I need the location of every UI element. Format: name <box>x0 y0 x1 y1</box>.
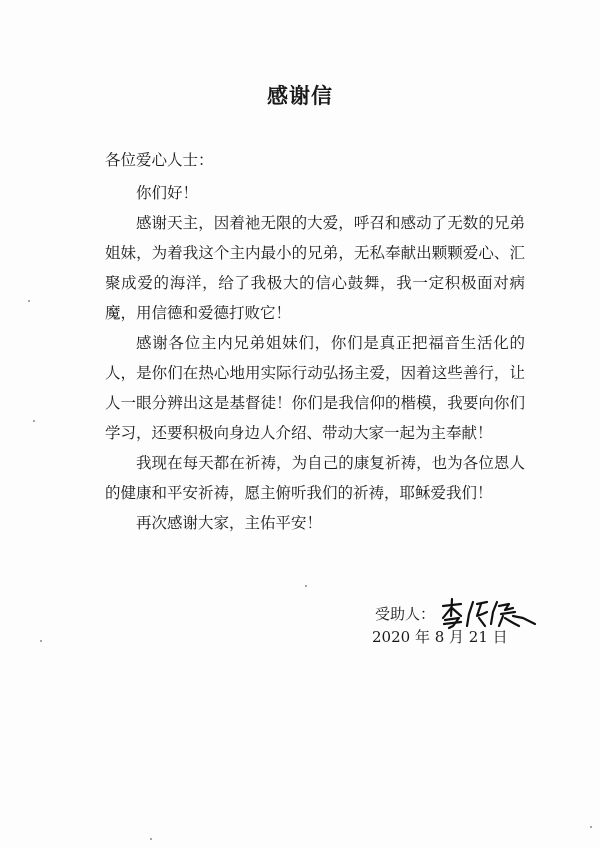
closing-paragraph: 再次感谢大家，主佑平安！ <box>136 514 323 532</box>
letter-body <box>105 178 525 538</box>
letter-title: 感谢信 <box>267 84 333 108</box>
salutation: 各位爱心人士： <box>105 151 214 169</box>
greeting-paragraph: 你们好！ <box>136 184 199 202</box>
body-paragraph: 感谢各位主内兄弟姐妹们，你们是真正把福音生活化的人，是你们在热心地用实际行动弘扬主爱，因着这些善行，让人一眼分辨出这是基督徒！你们是我信仰的楷模，我要向你们学习，还要积极向身边人介绍、带动大家一起为主奉献！ <box>105 334 525 442</box>
body-paragraph: 感谢天主，因着祂无限的大爱，呼召和感动了无数的兄弟姐妹，为着我这个主内最小的兄弟，无私奉献出颗颗爱心、汇聚成爱的海洋，给了我极大的信心鼓舞，我一定积极面对病魔，用信德和爱德打败它！ <box>105 214 525 322</box>
recipient-line <box>375 596 539 630</box>
letter-date: 2020 年 8 月 21 日 <box>372 628 508 646</box>
recipient-label: 受助人： <box>375 604 436 623</box>
scan-speck <box>40 640 42 642</box>
scan-speck <box>33 420 35 422</box>
scan-speck <box>28 300 30 302</box>
body-paragraph: 我现在每天都在祈祷，为自己的康复祈祷，也为各位恩人的健康和平安祈祷，愿主俯听我们的祈祷，耶稣爱我们！ <box>105 454 525 502</box>
scan-speck <box>305 585 307 587</box>
scan-speck <box>150 838 152 840</box>
handwritten-signature <box>439 596 539 630</box>
scan-speck <box>590 826 592 828</box>
